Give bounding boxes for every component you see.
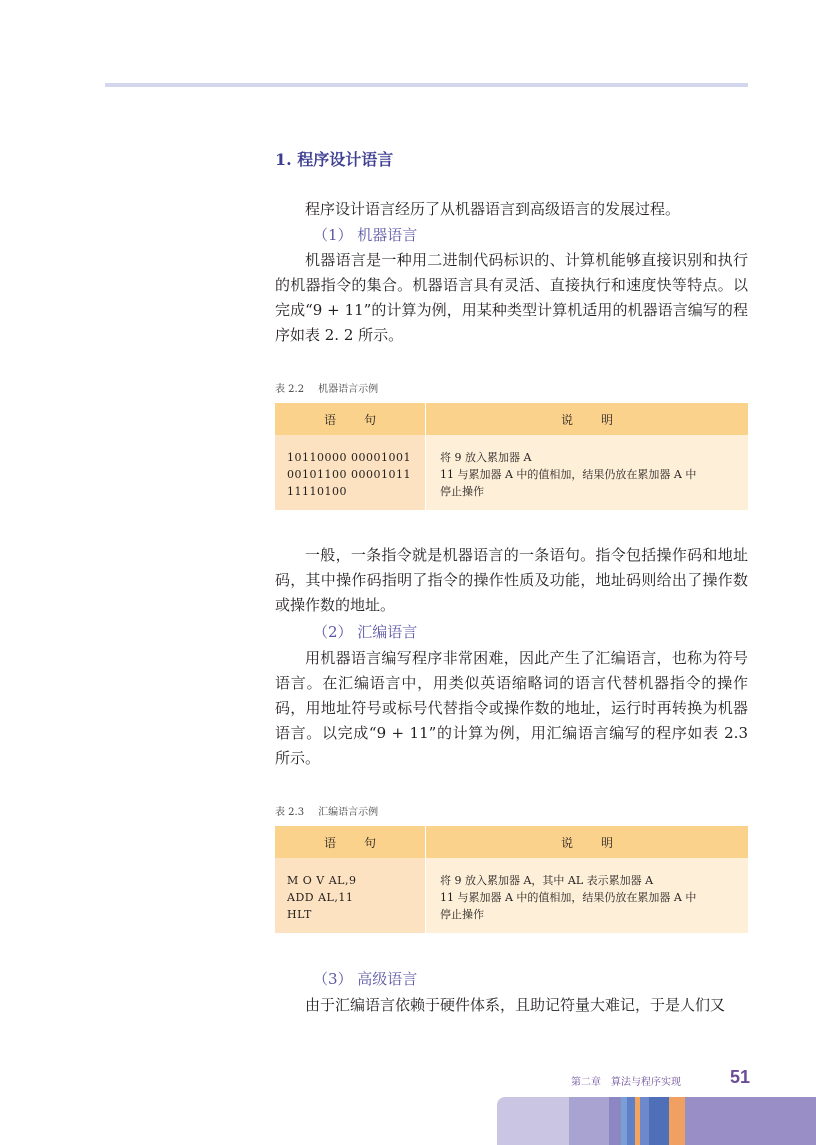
table-body	[275, 435, 748, 510]
explanation-line: 11 与累加器 A 中的值相加，结果仍放在累加器 A 中	[440, 468, 697, 481]
footer-chapter	[571, 1073, 681, 1088]
table-2-3	[275, 826, 748, 933]
statement-cell	[275, 435, 426, 510]
table-header	[275, 826, 748, 858]
table-header	[275, 403, 748, 435]
explanation-line: 停止操作	[440, 908, 484, 921]
column-header-explanation: 说明	[560, 412, 641, 427]
decorative-color-stripes	[497, 1097, 816, 1145]
explanation-line: 将 9 放入累加器 A	[440, 451, 532, 464]
statement-line: 00101100 00001011	[287, 468, 411, 481]
subheading-machine-language: （1） 机器语言	[313, 226, 418, 244]
table-2-3-caption	[275, 803, 378, 818]
explanation-line: 停止操作	[440, 485, 484, 498]
high-level-language-paragraph: 由于汇编语言依赖于硬件体系，且助记符量大难记，于是人们又	[305, 996, 726, 1014]
explanation-cell	[426, 858, 748, 933]
section-title: 1. 程序设计语言	[275, 150, 394, 169]
table-2-2-caption-number: 表 2.2	[275, 384, 305, 395]
column-header-statement: 语句	[275, 826, 426, 858]
statement-line: 10110000 00001001	[287, 451, 411, 464]
explanation-line: 将 9 放入累加器 A，其中 AL 表示累加器 A	[440, 874, 654, 887]
intro-paragraph: 程序设计语言经历了从机器语言到高级语言的发展过程。	[305, 200, 681, 218]
table-body	[275, 858, 748, 933]
column-header-statement: 语句	[275, 403, 426, 435]
explanation-line: 11 与累加器 A 中的值相加，结果仍放在累加器 A 中	[440, 891, 697, 904]
footer-chapter-number: 第二章	[571, 1077, 601, 1088]
instruction-paragraph: 一般，一条指令就是机器语言的一条语句。指令包括操作码和地址码，其中操作码指明了指令的操作性质及功能，地址码则给出了操作数或操作数的地址。	[275, 546, 748, 614]
page-number: 51	[730, 1067, 751, 1087]
assembly-language-paragraph: 用机器语言编写程序非常困难，因此产生了汇编语言，也称为符号语言。在汇编语言中，用类似英语缩略词的语言代替机器指令的操作码，用地址符号或标号代替指令或操作数的地址，运行时再转换为机器语言。以完成“9 + 11”的计算为例，用汇编语言编写的程序如表 2.3 所示。	[275, 649, 748, 767]
table-2-3-caption-number: 表 2.3	[275, 807, 305, 818]
subheading-assembly-language: （2） 汇编语言	[313, 623, 418, 641]
table-2-3-caption-title: 汇编语言示例	[318, 807, 379, 818]
explanation-cell	[426, 435, 748, 510]
statement-line: ADD AL,11	[287, 891, 354, 904]
statement-line: 11110100	[287, 485, 347, 498]
table-2-2	[275, 403, 748, 510]
table-2-2-caption-title: 机器语言示例	[318, 384, 379, 395]
footer-chapter-title: 算法与程序实现	[611, 1077, 681, 1088]
column-header-explanation: 说明	[560, 835, 641, 850]
statement-line: HLT	[287, 908, 312, 921]
table-2-2-caption	[275, 380, 378, 395]
statement-line: M O V AL,9	[287, 874, 357, 887]
statement-cell	[275, 858, 426, 933]
top-rule	[105, 83, 748, 87]
machine-language-paragraph: 机器语言是一种用二进制代码标识的、计算机能够直接识别和执行的机器指令的集合。机器语言具有灵活、直接执行和速度快等特点。以完成“9 + 11”的计算为例，用某种类型计算机适用的机器语言编写的程序如表 2. 2 所示。	[275, 251, 748, 344]
subheading-high-level-language: （3） 高级语言	[313, 970, 418, 988]
